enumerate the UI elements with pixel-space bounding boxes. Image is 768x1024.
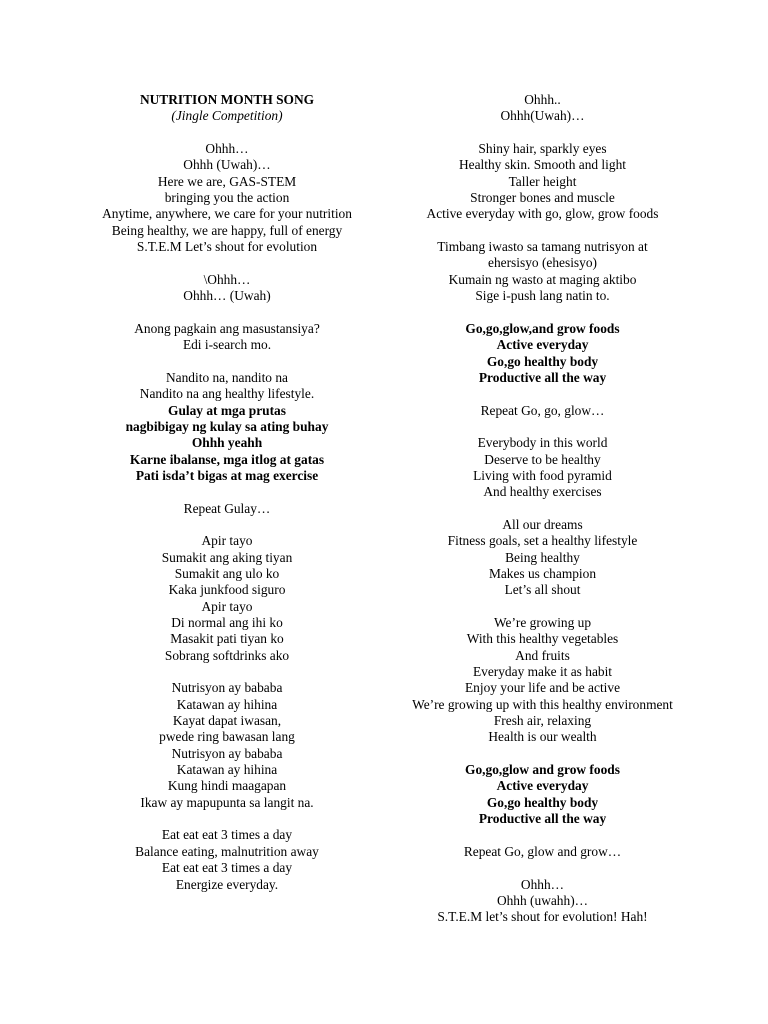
- song-title: NUTRITION MONTH SONG: [139, 92, 315, 107]
- lyric-line: Katawan ay hihina: [176, 696, 278, 712]
- lyric-line: Pati isda’t bigas at mag exercise: [135, 467, 319, 483]
- lyric-line: Kung hindi maagapan: [167, 778, 287, 794]
- lyric-line: Nandito na ang healthy lifestyle.: [139, 386, 315, 402]
- lyric-line: bringing you the action: [164, 190, 290, 206]
- lyric-line: Active everyday with go, glow, grow foods: [426, 206, 659, 222]
- lyric-line: Apir tayo: [201, 598, 253, 614]
- lyric-line: Ohhh(Uwah)…: [500, 108, 585, 124]
- lyric-line: Repeat Gulay…: [183, 500, 271, 516]
- lyric-line: Ohhh yeahh: [191, 435, 263, 451]
- lyric-line: Go,go healthy body: [486, 794, 599, 810]
- lyric-line: Kayat dapat iwasan,: [172, 713, 282, 729]
- stanza-gap: [395, 419, 690, 435]
- stanza-gap: [82, 811, 372, 827]
- lyric-line: We’re growing up with this healthy environment: [412, 696, 673, 712]
- lyric-line: S.T.E.M let’s shout for evolution! Hah!: [437, 909, 648, 925]
- stanza-gap: [395, 860, 690, 876]
- lyric-line: Sige i-push lang natin to.: [475, 288, 610, 304]
- lyric-line: Eat eat eat 3 times a day: [161, 860, 293, 876]
- lyric-line: Ohhh (uwahh)…: [496, 892, 589, 908]
- lyric-line: Productive all the way: [478, 811, 607, 827]
- lyric-line: Ohhh… (Uwah): [183, 288, 271, 304]
- lyric-line: Active everyday: [496, 337, 589, 353]
- lyric-line: Sumakit ang ulo ko: [174, 565, 280, 581]
- lyric-line: With this healthy vegetables: [466, 631, 619, 647]
- lyric-line: Makes us champion: [488, 565, 597, 581]
- lyric-line: Go,go healthy body: [486, 353, 599, 369]
- lyric-line: Everyday make it as habit: [472, 664, 613, 680]
- lyric-line: Edi i-search mo.: [182, 337, 272, 353]
- lyric-line: ehersisyo (ehesisyo): [488, 255, 597, 271]
- lyric-line: Ohhh…: [520, 876, 565, 892]
- right-lyrics-column: [395, 92, 690, 926]
- lyric-line: Living with food pyramid: [473, 467, 612, 483]
- lyric-line: Deserve to be healthy: [484, 451, 601, 467]
- lyric-line: Anytime, anywhere, we care for your nutrition: [102, 206, 352, 222]
- lyric-line: Katawan ay hihina: [176, 762, 278, 778]
- lyric-line: Apir tayo: [201, 533, 253, 549]
- lyric-line: Shiny hair, sparkly eyes: [478, 141, 607, 157]
- lyric-line: Productive all the way: [478, 369, 607, 385]
- lyric-line: Stronger bones and muscle: [470, 190, 615, 206]
- stanza-gap: [395, 223, 690, 239]
- lyric-line: Repeat Go, glow and grow…: [463, 843, 622, 859]
- lyric-line: Fitness goals, set a healthy lifestyle: [447, 533, 638, 549]
- lyric-line: Enjoy your life and be active: [464, 680, 621, 696]
- lyric-line: Energize everyday.: [175, 876, 279, 892]
- stanza-gap: [82, 664, 372, 680]
- lyric-line: And fruits: [515, 647, 570, 663]
- lyric-line: Gulay at mga prutas: [168, 402, 286, 418]
- lyric-line: Being healthy: [505, 549, 580, 565]
- stanza-gap: [82, 304, 372, 320]
- lyric-line: nagbibigay ng kulay sa ating buhay: [125, 418, 329, 434]
- lyric-line: Nutrisyon ay bababa: [171, 680, 283, 696]
- lyric-line: Balance eating, malnutrition away: [135, 843, 319, 859]
- lyric-line: Eat eat eat 3 times a day: [161, 827, 293, 843]
- stanza-gap: [395, 599, 690, 615]
- lyric-line: Go,go,glow and grow foods: [465, 762, 620, 778]
- lyric-line: Karne ibalanse, mga itlog at gatas: [129, 451, 325, 467]
- lyric-line: Sumakit ang aking tiyan: [161, 549, 293, 565]
- lyric-line: All our dreams: [502, 516, 583, 532]
- lyric-line: Kaka junkfood siguro: [168, 582, 286, 598]
- lyric-line: Let’s all shout: [504, 582, 581, 598]
- stanza-gap: [395, 827, 690, 843]
- stanza-gap: [395, 386, 690, 402]
- lyric-line: Anong pagkain ang masustansiya?: [134, 320, 320, 336]
- stanza-gap: [82, 484, 372, 500]
- stanza-gap: [395, 746, 690, 762]
- lyric-line: Active everyday: [496, 778, 589, 794]
- lyric-line: Here we are, GAS-STEM: [157, 173, 297, 189]
- stanza-gap: [82, 354, 372, 370]
- lyric-line: Ohhh..: [524, 92, 561, 107]
- lyric-line: Ohhh…: [205, 141, 249, 157]
- lyric-line: Kumain ng wasto at maging aktibo: [448, 271, 637, 287]
- lyric-line: Timbang iwasto sa tamang nutrisyon at: [437, 239, 648, 255]
- lyric-line: Healthy skin. Smooth and light: [458, 157, 626, 173]
- lyric-line: Repeat Go, go, glow…: [480, 402, 605, 418]
- lyric-line: Nandito na, nandito na: [166, 369, 288, 385]
- stanza-gap: [395, 125, 690, 141]
- lyric-line: Taller height: [508, 173, 577, 189]
- lyric-line: Being healthy, we are happy, full of energy: [111, 222, 343, 238]
- lyric-line: Health is our wealth: [488, 729, 597, 745]
- lyric-line: Ikaw ay mapupunta sa langit na.: [140, 794, 314, 810]
- stanza-gap: [395, 304, 690, 320]
- lyric-line: \Ohhh…: [203, 271, 251, 287]
- stanza-gap: [82, 517, 372, 533]
- lyric-line: Di normal ang ihi ko: [171, 615, 283, 630]
- stanza-gap: [395, 501, 690, 517]
- lyric-line: We’re growing up: [493, 615, 592, 630]
- lyric-line: And healthy exercises: [483, 484, 602, 500]
- lyric-line: S.T.E.M Let’s shout for evolution: [136, 239, 318, 255]
- lyric-line: Sobrang softdrinks ako: [164, 647, 290, 663]
- lyric-line: Masakit pati tiyan ko: [170, 631, 284, 647]
- stanza-gap: [82, 255, 372, 271]
- lyric-line: Ohhh (Uwah)…: [183, 157, 271, 173]
- lyric-line: Everybody in this world: [477, 435, 608, 451]
- lyric-line: pwede ring bawasan lang: [159, 729, 295, 745]
- left-lyrics-column: [82, 92, 372, 893]
- lyric-line: Fresh air, relaxing: [493, 713, 592, 729]
- lyric-line: Go,go,glow,and grow foods: [465, 320, 620, 336]
- stanza-gap: [82, 125, 372, 141]
- song-subtitle: (Jingle Competition): [171, 108, 283, 124]
- lyric-line: Nutrisyon ay bababa: [171, 745, 283, 761]
